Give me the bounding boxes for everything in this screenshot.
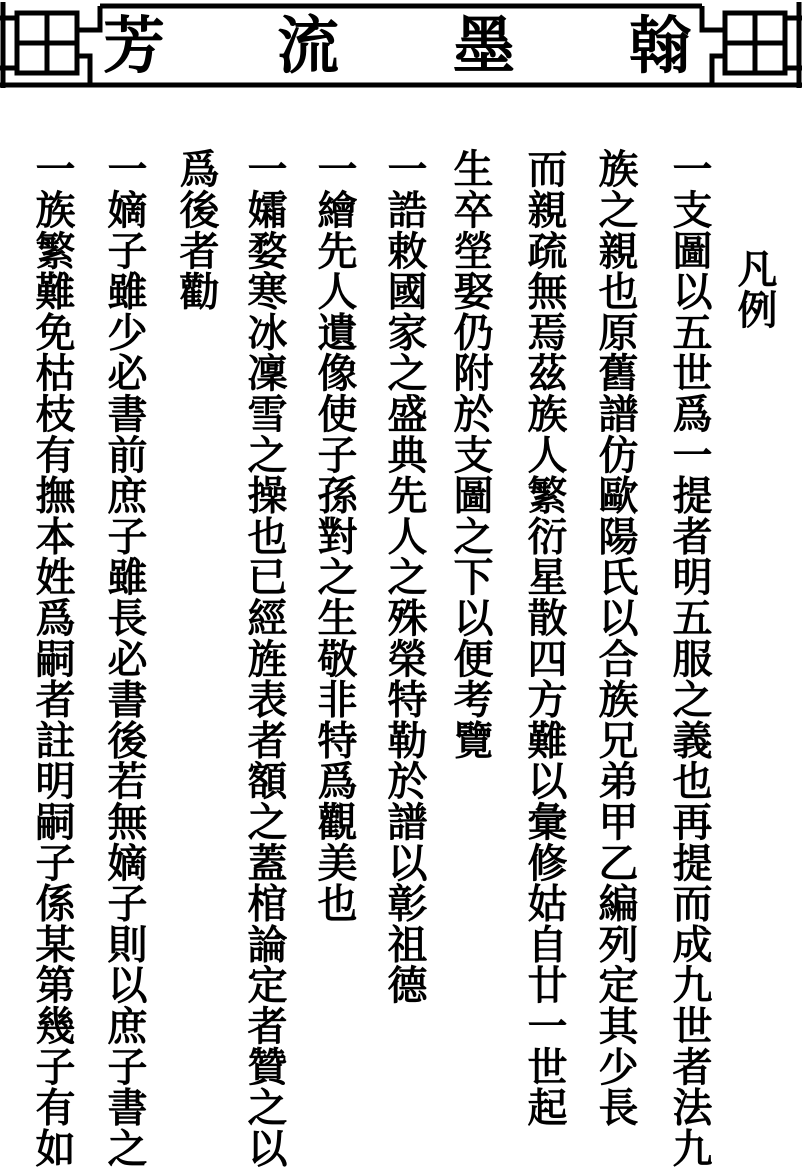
title-char-4: 翰 bbox=[628, 9, 691, 82]
text-column: 而親疏無焉茲族人繁衍星散四方難以彙修姑自廿一世起 bbox=[521, 148, 568, 1128]
title-char-2: 流 bbox=[276, 9, 339, 82]
text-column: 一孀婺寒冰凜雪之操也已經旌表者額之蓋棺論定者贊之以 bbox=[241, 148, 288, 1168]
text-column: 一嫡子雖少必書前庶子雖長必書後若無嫡子則以庶子書之 bbox=[101, 148, 148, 1168]
header-banner bbox=[0, 0, 802, 92]
text-column: 生卒塋娶仍附於支圖之下以便考覽 bbox=[447, 148, 494, 760]
text-column: 一支圖以五世爲一提者明五服之義也再提而成九世者法九 bbox=[666, 148, 713, 1168]
text-column: 族之親也原舊譜仿歐陽氏以合族兄弟甲乙編列定其少長 bbox=[592, 148, 639, 1128]
text-column: 一繪先人遺像使子孫對之生敬非特爲觀美也 bbox=[311, 148, 358, 924]
title-char-3: 墨 bbox=[452, 9, 515, 82]
text-column: 一誥敕國家之盛典先人之殊榮特勒於譜以彰祖德 bbox=[381, 148, 428, 1005]
text-column: 一族繁難免枯枝有撫本姓爲嗣者註明嗣子係某第幾子有如 bbox=[29, 148, 76, 1168]
text-column: 爲後者勸 bbox=[173, 148, 220, 312]
section-heading: 凡例 bbox=[731, 248, 778, 330]
title-char-1: 芳 bbox=[102, 9, 165, 82]
